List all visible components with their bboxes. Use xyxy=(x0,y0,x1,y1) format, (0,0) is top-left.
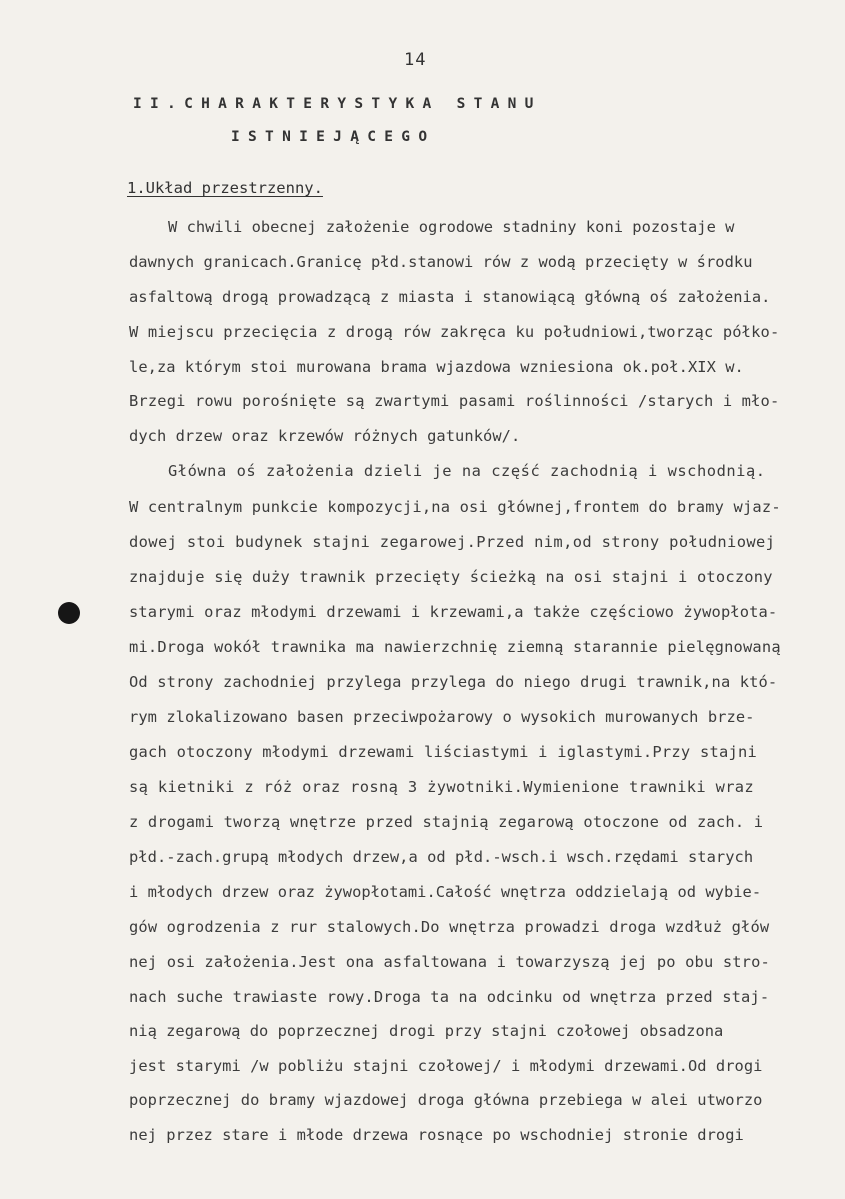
chapter-heading-line-2: ISTNIEJĄCEGO xyxy=(231,129,436,145)
section-title: 1.Układ przestrzenny. xyxy=(127,179,323,197)
text-line: asfaltową drogą prowadzącą z miasta i stanowiącą główną oś założenia. xyxy=(129,288,771,306)
text-line: poprzecznej do bramy wjazdowej droga główna przebiega w alei utworzo xyxy=(129,1091,763,1109)
text-line: i młodych drzew oraz żywopłotami.Całość wnętrza oddzielają od wybie- xyxy=(129,883,762,901)
text-line: Główna oś założenia dzieli je na część zachodnią i wschodnią. xyxy=(168,462,766,480)
text-line: dawnych granicach.Granicę płd.stanowi rów z wodą przecięty w środku xyxy=(129,253,753,271)
text-line: rym zlokalizowano basen przeciwpożarowy o wysokich murowanych brze- xyxy=(129,708,755,726)
text-line: jest starymi /w pobliżu stajni czołowej/ i młodymi drzewami.Od drogi xyxy=(129,1057,763,1075)
text-line: le,za którym stoi murowana brama wjazdowa wzniesiona ok.poł.XIX w. xyxy=(129,358,744,376)
text-line: gach otoczony młodymi drzewami liściastymi i iglastymi.Przy stajni xyxy=(129,743,758,761)
text-line: Brzegi rowu porośnięte są zwartymi pasami roślinności /starych i mło- xyxy=(129,392,780,410)
text-line: dowej stoi budynek stajni zegarowej.Przed nim,od strony południowej xyxy=(129,533,776,551)
text-line: mi.Droga wokół trawnika ma nawierzchnię ziemną starannie pielęgnowaną xyxy=(129,638,781,656)
text-line: dych drzew oraz krzewów różnych gatunków/. xyxy=(129,427,521,445)
text-line: są kietniki z róż oraz rosną 3 żywotniki.Wymienione trawniki wraz xyxy=(129,778,755,796)
text-line: starymi oraz młodymi drzewami i krzewami,a także częściowo żywopłota- xyxy=(129,603,778,621)
text-line: nach suche trawiaste rowy.Droga ta na odcinku od wnętrza przed staj- xyxy=(129,988,770,1006)
text-line: nią zegarową do poprzecznej drogi przy stajni czołowej obsadzona xyxy=(129,1022,724,1040)
page-number: 14 xyxy=(404,50,427,70)
text-line: W centralnym punkcie kompozycji,na osi głównej,frontem do bramy wjaz- xyxy=(129,498,781,516)
binder-hole xyxy=(58,602,80,624)
text-line: Od strony zachodniej przylega przylega do niego drugi trawnik,na któ- xyxy=(129,673,778,691)
text-line: znajduje się duży trawnik przecięty ścieżką na osi stajni i otoczony xyxy=(129,568,773,586)
text-line: W chwili obecnej założenie ogrodowe stadniny koni pozostaje w xyxy=(168,218,735,236)
chapter-heading-line-1: II.CHARAKTERYSTYKA STANU xyxy=(133,96,542,112)
text-line: płd.-zach.grupą młodych drzew,a od płd.-wsch.i wsch.rzędami starych xyxy=(129,848,754,866)
text-line: gów ogrodzenia z rur stalowych.Do wnętrza prowadzi droga wzdłuż głów xyxy=(129,918,770,936)
text-line: W miejscu przecięcia z drogą rów zakręca ku południowi,tworząc półko- xyxy=(129,323,780,341)
text-line: nej osi założenia.Jest ona asfaltowana i towarzyszą jej po obu stro- xyxy=(129,953,770,971)
text-line: z drogami tworzą wnętrze przed stajnią zegarową otoczone od zach. i xyxy=(129,813,764,831)
text-line: nej przez stare i młode drzewa rosnące po wschodniej stronie drogi xyxy=(129,1126,744,1144)
